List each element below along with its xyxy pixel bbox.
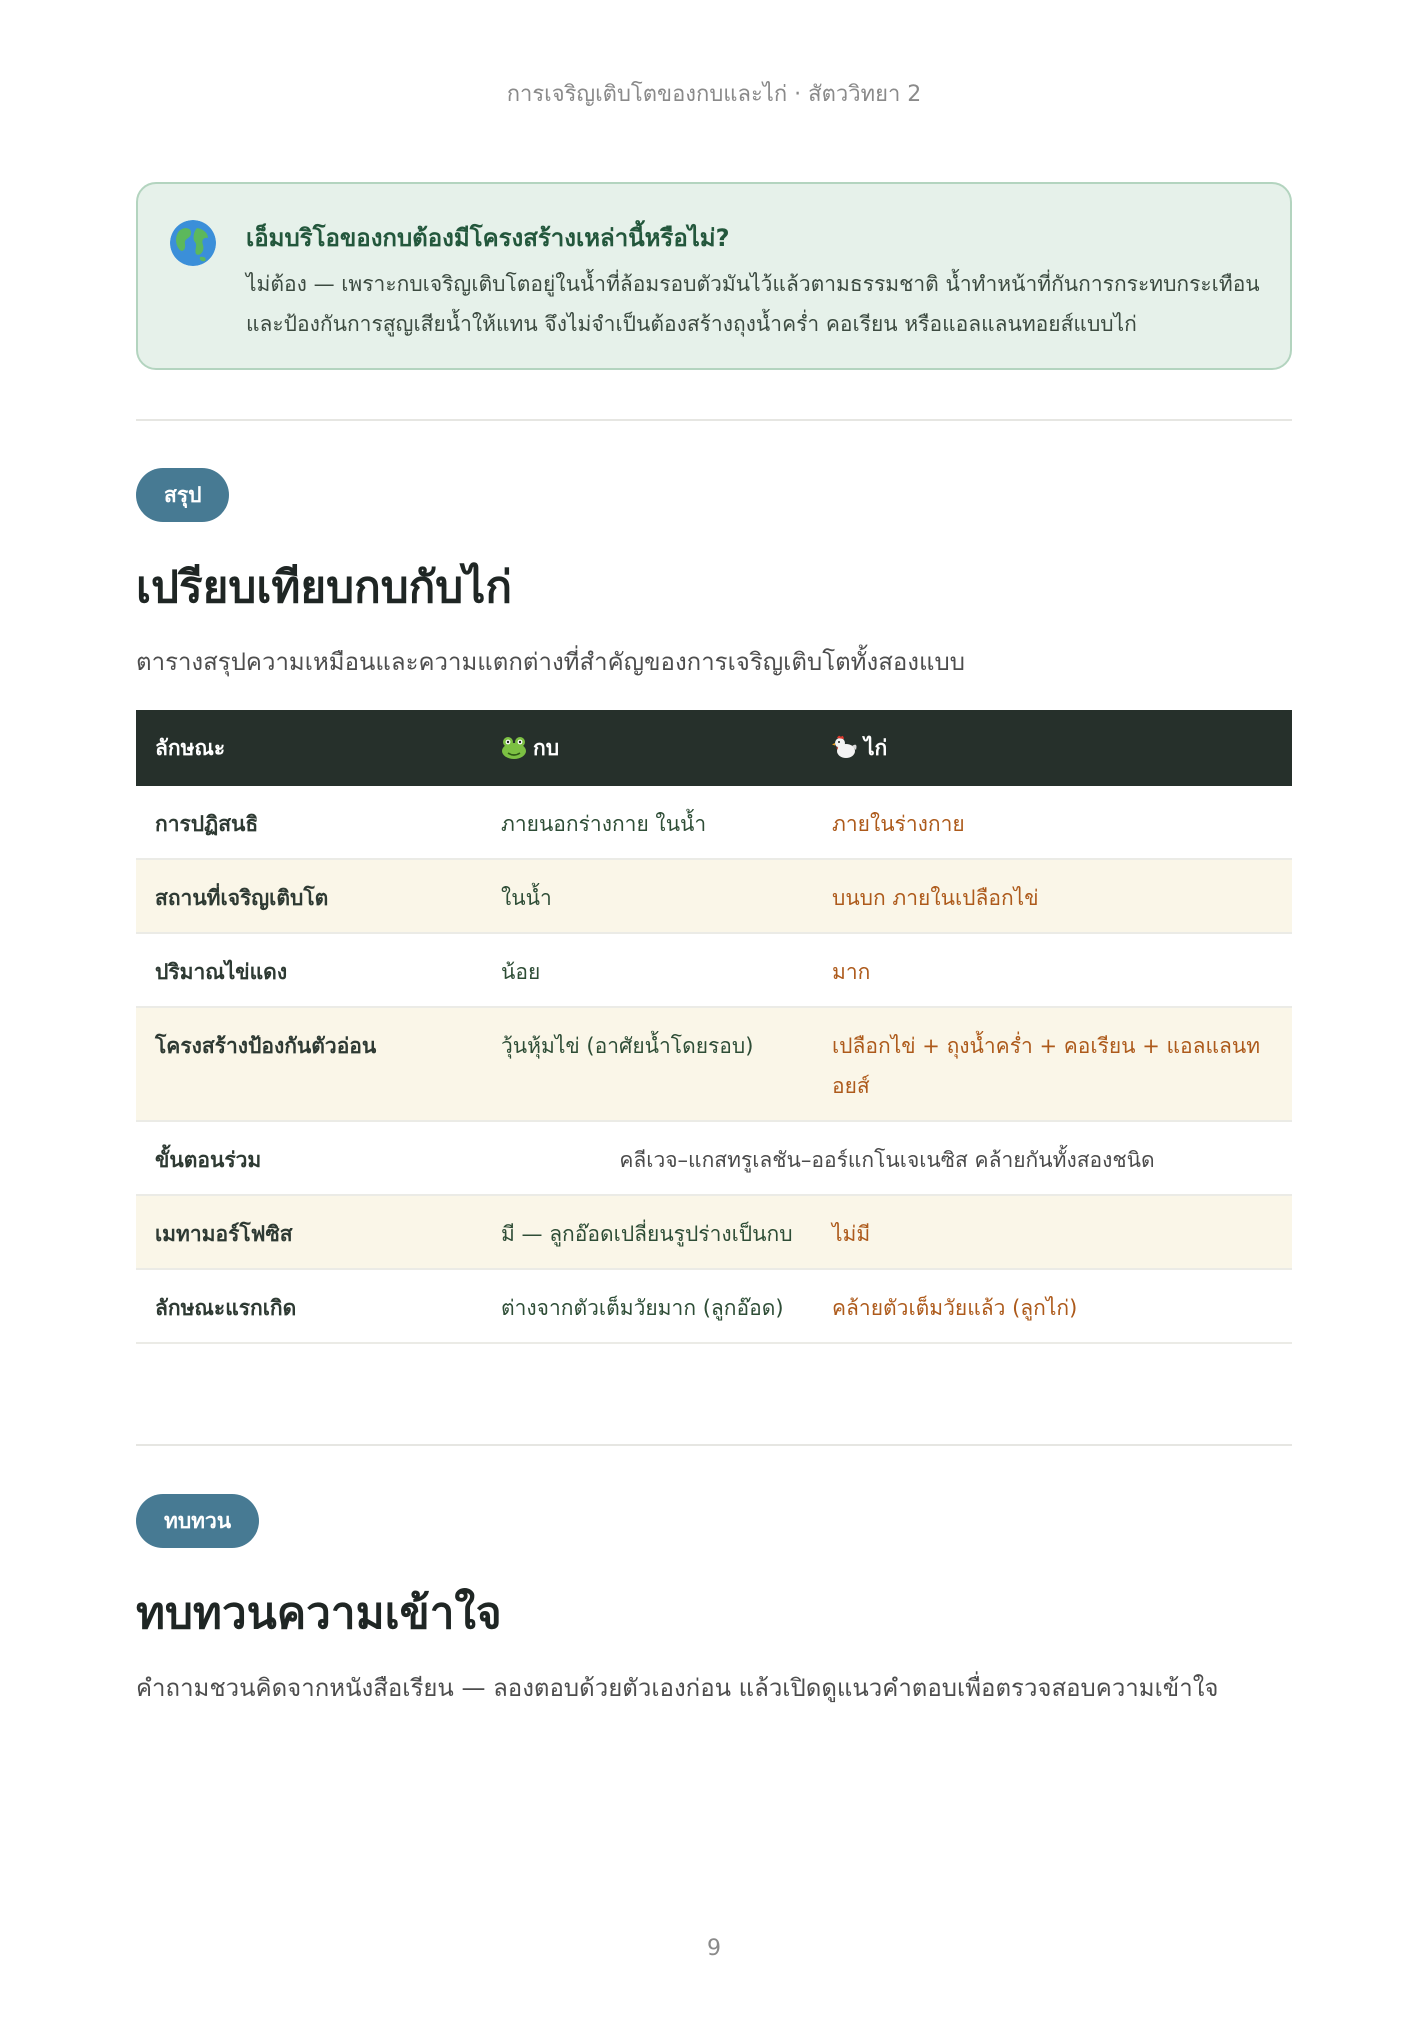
header-frog xyxy=(482,710,813,786)
chicken-cell: คล้ายตัวเต็มวัยแล้ว (ลูกไก่) xyxy=(813,1269,1292,1343)
table-header-row xyxy=(136,710,1292,786)
comparison-table xyxy=(136,710,1292,1344)
frog-cell: ในน้ำ xyxy=(482,859,813,933)
callout-body xyxy=(246,264,1266,344)
frog-cell: น้อย xyxy=(482,933,813,1007)
table-row xyxy=(136,859,1292,933)
frog-cell: ภายนอกร่างกาย ในน้ำ xyxy=(482,786,813,859)
header-trait: ลักษณะ xyxy=(136,710,482,786)
header-chicken-label: ไก่ xyxy=(864,735,888,760)
table-row xyxy=(136,933,1292,1007)
table-row xyxy=(136,1007,1292,1121)
section-tag-review: ทบทวน xyxy=(136,1494,259,1548)
section-subtitle-summary: ตารางสรุปความเหมือนและความแตกต่างที่สำคัญของการเจริญเติบโตทั้งสองแบบ xyxy=(136,648,965,676)
chicken-cell: บนบก ภายในเปลือกไข่ xyxy=(813,859,1292,933)
table-row xyxy=(136,786,1292,859)
chicken-cell: เปลือกไข่ + ถุงน้ำคร่ำ + คอเรียน + แอลแลนทอยส์ xyxy=(813,1007,1292,1121)
trait-cell: ลักษณะแรกเกิด xyxy=(136,1269,482,1343)
section-tag-summary: สรุป xyxy=(136,468,229,522)
section-divider xyxy=(136,1444,1292,1446)
table-row xyxy=(136,1269,1292,1343)
section-title-review: ทบทวนความเข้าใจ xyxy=(136,1588,502,1639)
section-title-summary: เปรียบเทียบกบกับไก่ xyxy=(136,562,512,613)
page-number: 9 xyxy=(707,1936,721,1961)
table-row xyxy=(136,1121,1292,1195)
chicken-cell: มาก xyxy=(813,933,1292,1007)
chicken-cell: ภายในร่างกาย xyxy=(813,786,1292,859)
shared-cell: คลีเวจ–แกสทรูเลชัน–ออร์แกโนเจเนซิส คล้ายกันทั้งสองชนิด xyxy=(482,1121,1292,1195)
trait-cell: เมทามอร์โฟซิส xyxy=(136,1195,482,1269)
trait-cell: ปริมาณไข่แดง xyxy=(136,933,482,1007)
section-divider xyxy=(136,419,1292,421)
chicken-cell: ไม่มี xyxy=(813,1195,1292,1269)
header-frog-label: กบ xyxy=(533,735,560,760)
trait-cell: การปฏิสนธิ xyxy=(136,786,482,859)
globe-icon xyxy=(170,220,216,266)
header-chicken xyxy=(813,710,1292,786)
trait-cell: โครงสร้างป้องกันตัวอ่อน xyxy=(136,1007,482,1121)
callout-title: เอ็มบริโอของกบต้องมีโครงสร้างเหล่านี้หรือไม่? xyxy=(246,224,730,252)
callout-box xyxy=(136,182,1292,370)
frog-icon xyxy=(501,736,527,765)
section-subtitle-review: คำถามชวนคิดจากหนังสือเรียน — ลองตอบด้วยตัวเองก่อน แล้วเปิดดูแนวคำตอบเพื่อตรวจสอบความเข้าใจ xyxy=(136,1674,1219,1702)
table-row xyxy=(136,1195,1292,1269)
frog-cell: ต่างจากตัวเต็มวัยมาก (ลูกอ๊อด) xyxy=(482,1269,813,1343)
callout-body-line: และป้องกันการสูญเสียน้ำให้แทน จึงไม่จำเป็นต้องสร้างถุงน้ำคร่ำ คอเรียน หรือแอลแลนทอยส์แบบไก่ xyxy=(246,312,1137,336)
running-title: การเจริญเติบโตของกบและไก่ · สัตววิทยา 2 xyxy=(506,82,922,107)
rooster-icon xyxy=(832,734,858,765)
frog-cell: มี — ลูกอ๊อดเปลี่ยนรูปร่างเป็นกบ xyxy=(482,1195,813,1269)
callout-body-line: ไม่ต้อง — เพราะกบเจริญเติบโตอยู่ในน้ำที่ล้อมรอบตัวมันไว้แล้วตามธรรมชาติ น้ำทำหน้าที่กันการกระทบกระเทือน xyxy=(246,272,1260,296)
trait-cell: ขั้นตอนร่วม xyxy=(136,1121,482,1195)
trait-cell: สถานที่เจริญเติบโต xyxy=(136,859,482,933)
frog-cell: วุ้นหุ้มไข่ (อาศัยน้ำโดยรอบ) xyxy=(482,1007,813,1121)
